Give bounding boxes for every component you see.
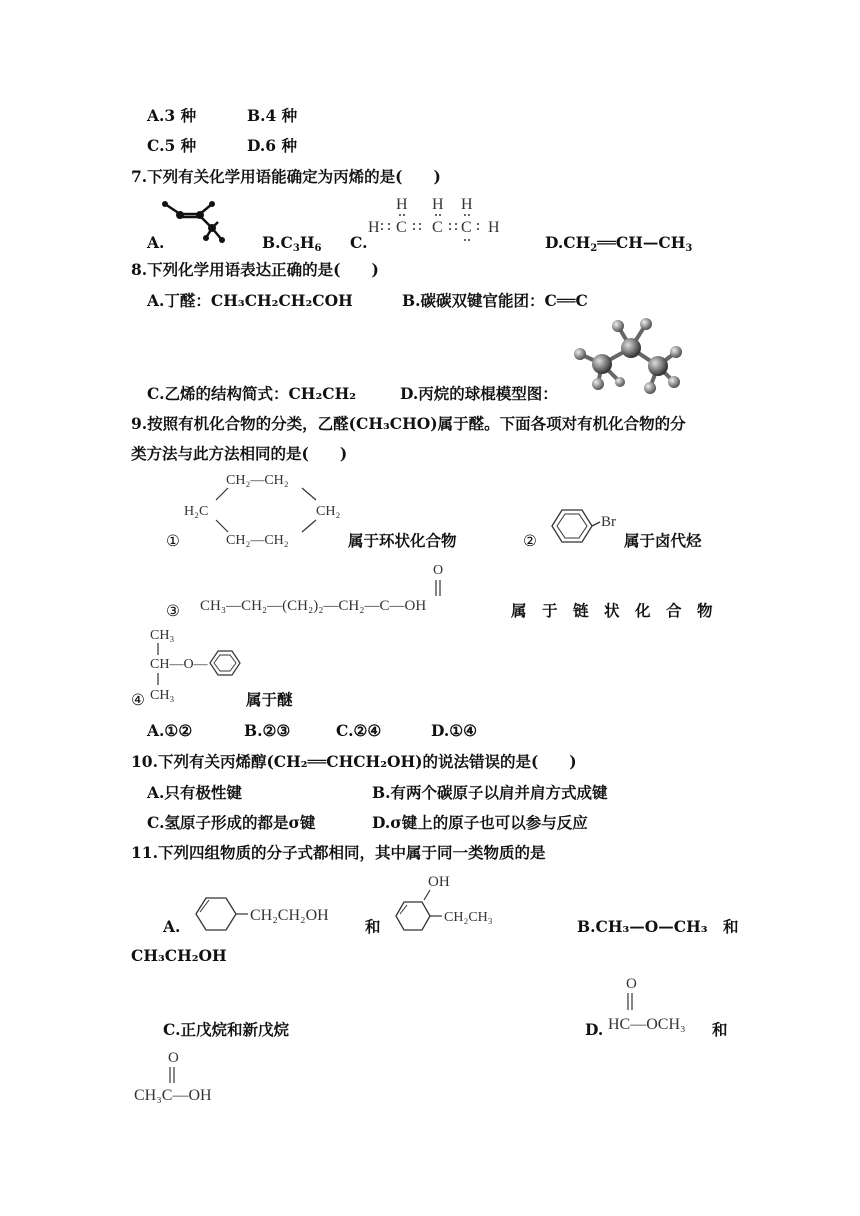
q9-stem-line1: 9.按照有机化合物的分类，乙醛(CH₃CHO)属于醛。下面各项对有机化合物的分 [131, 414, 686, 433]
q9-ether-structure [148, 625, 248, 705]
ring-top-text: CH₂—CH₂ [226, 473, 289, 488]
svg-text:Br: Br [601, 514, 616, 530]
svg-text:CH₂CH₂OH: CH₂CH₂OH [250, 907, 329, 924]
q9-carboxylic-acid-structure [200, 560, 500, 618]
svg-text:H: H [368, 219, 380, 236]
svg-text:H: H [396, 196, 408, 213]
svg-text:O: O [433, 563, 444, 578]
q10-stem: 10.下列有关丙烯醇(CH₂══CHCH₂OH)的说法错误的是( ) [131, 752, 577, 771]
q7-option-a-label: A. [147, 233, 165, 252]
q6-option-a: A.3 种 [147, 106, 197, 125]
q11-option-b-line2: CH₃CH₂OH [131, 946, 227, 965]
q11-and-2: 和 [712, 1020, 728, 1039]
q8-option-a: A.丁醛：CH₃CH₂CH₂COH [147, 291, 353, 310]
q9-option-d: D.①④ [431, 721, 478, 740]
q7-stem: 7.下列有关化学用语能确定为丙烯的是( ) [131, 167, 441, 186]
svg-text:O: O [626, 976, 637, 992]
svg-text:C: C [461, 219, 472, 236]
q10-option-a: A.只有极性键 [147, 783, 242, 802]
q9-item3-label: 属 于 链 状 化 合 物 [511, 601, 713, 620]
q10-option-c: C.氢原子形成的都是σ键 [147, 813, 316, 832]
svg-text:H: H [432, 196, 444, 213]
svg-text:CH₃—CH₂—(CH₂)₂—CH₂—C—OH: CH₃—CH₂—(CH₂)₂—CH₂—C—OH [200, 598, 427, 614]
q11-d2-structure [134, 1046, 244, 1108]
q8-stem: 8.下列化学用语表达正确的是( ) [131, 260, 379, 279]
q9-item1-label: 属于环状化合物 [348, 531, 457, 550]
q9-item2-label: 属于卤代烃 [624, 531, 702, 550]
q11-a1-structure [190, 892, 360, 937]
svg-text:CH₃C—OH: CH₃C—OH [134, 1087, 212, 1104]
ring-left-text: H₂C [184, 504, 209, 519]
q6-option-c: C.5 种 [147, 136, 197, 155]
svg-text:CH₃: CH₃ [150, 688, 175, 703]
q9-stem-line2: 类方法与此方法相同的是( ) [131, 444, 348, 463]
q9-bromobenzene-structure [542, 504, 627, 554]
q8-option-c: C.乙烯的结构简式：CH₂CH₂ [147, 384, 357, 403]
q11-option-a-label: A. [163, 917, 181, 936]
svg-text:C: C [396, 219, 407, 236]
svg-text:H: H [461, 196, 473, 213]
q9-option-c: C.②④ [336, 721, 382, 740]
q11-and-1: 和 [365, 917, 381, 936]
q6-option-b: B.4 种 [247, 106, 298, 125]
q11-option-c: C.正戊烷和新戊烷 [163, 1020, 289, 1039]
q7-option-c-label: C. [350, 233, 368, 252]
q9-item1-number: ① [166, 532, 180, 550]
svg-text:HC—OCH₃: HC—OCH₃ [608, 1016, 686, 1033]
q10-option-d: D.σ键上的原子也可以参与反应 [372, 813, 588, 832]
svg-text:CH₃: CH₃ [150, 628, 175, 643]
q11-a2-structure [390, 870, 510, 940]
q9-option-b: B.②③ [244, 721, 291, 740]
svg-text:H: H [488, 219, 500, 236]
svg-text:CH—O—: CH—O— [150, 657, 208, 672]
svg-text:CH₂CH₃: CH₂CH₃ [444, 910, 493, 925]
q11-option-b: B.CH₃—O—CH₃ 和 [577, 917, 739, 936]
q8-propane-ball-stick-icon [568, 312, 688, 402]
q9-option-a: A.①② [147, 721, 193, 740]
q11-d1-structure [606, 972, 716, 1037]
q9-item4-label: 属于醚 [246, 690, 293, 709]
q7-option-c-electron-formula [368, 194, 503, 244]
q7-option-d: $D.CH_2══CH—CH_3$ [545, 233, 693, 254]
q9-item4-number: ④ [131, 691, 145, 709]
q8-option-d: D.丙烷的球棍模型图： [400, 384, 558, 403]
q11-option-d-label: D. [585, 1020, 604, 1039]
q8-option-b: B.碳碳双键官能团：C══C [402, 291, 588, 310]
q7-option-a-ball-stick-icon [160, 198, 230, 246]
svg-text:C: C [432, 219, 443, 236]
q10-option-b: B.有两个碳原子以肩并肩方式成键 [372, 783, 608, 802]
q7-option-b: $B.C_3H_6$ [262, 233, 322, 254]
q6-option-d: D.6 种 [247, 136, 297, 155]
ring-bottom-text: CH₂—CH₂ [226, 533, 289, 548]
q9-item2-number: ② [523, 532, 537, 550]
svg-text:OH: OH [428, 874, 450, 890]
svg-text:O: O [168, 1050, 179, 1066]
q9-cyclohexane-structure [182, 470, 352, 555]
q11-stem: 11.下列四组物质的分子式都相同，其中属于同一类物质的是 [131, 843, 546, 862]
q9-item3-number: ③ [166, 602, 180, 620]
ring-right-text: CH₂ [316, 504, 341, 519]
